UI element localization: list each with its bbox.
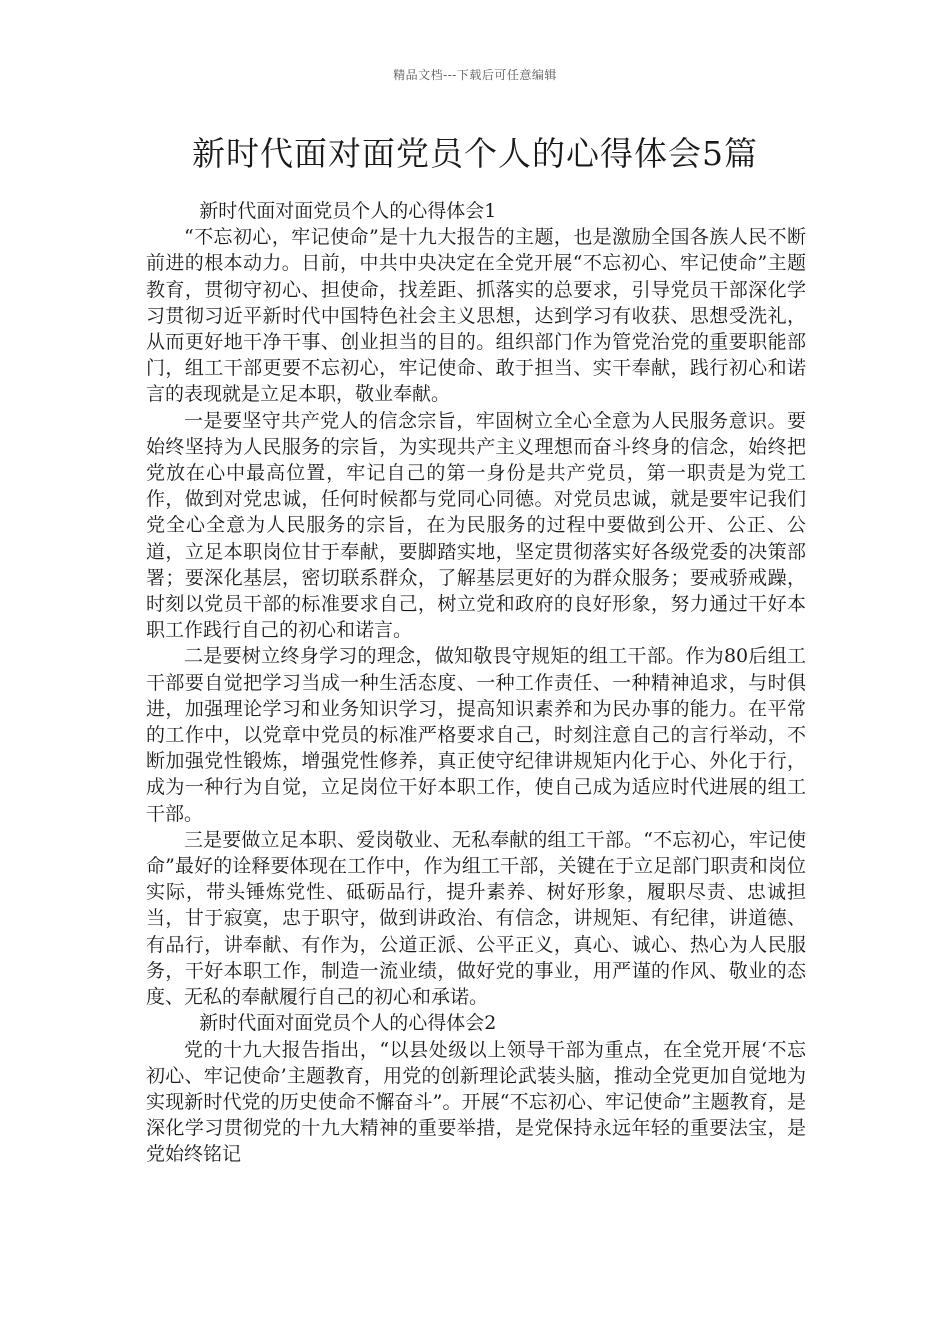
header-note: 精品文档---下载后可任意编辑 [393,68,557,82]
section-heading-1: 新时代面对面党员个人的心得体会1 [199,200,497,222]
body-paragraph: 三是要做立足本职、爱岗敬业、无私奉献的组工干部。“不忘初心，牢记使命”最好的诠释要体现在工作中，作为组工干部，关键在于立足部门职责和岗位实际，带头锤炼党性、砥砺品行，提升素养、树好形象，履职尽责、忠诚担当，甘于寂寞，忠于职守，做到讲政治、有信念，讲规矩、有纪律，讲道德、有品行，讲奉献、有作为，公道正派、公平正义，真心、诚心、热心为人民服务，干好本职工作，制造一流业绩，做好党的事业，用严谨的作风、敬业的态度、无私的奉献履行自己的初心和承诺。 [146,828,806,1009]
body-paragraph: 党的十九大报告指出，“以县处级以上领导干部为重点，在全党开展‘不忘初心、牢记使命’主题教育，用党的创新理论武装头脑，推动全党更加自觉地为实现新时代党的历史使命不懈奋斗”。开展“不忘初心、牢记使命”主题教育，是深化学习贯彻党的十九大精神的重要举措，是党保持永远年轻的重要法宝，是党始终铭记 [146,1038,806,1166]
body-paragraph: “不忘初心，牢记使命”是十九大报告的主题，也是激励全国各族人民不断前进的根本动力。日前，中共中央决定在全党开展“不忘初心、牢记使命”主题教育，贯彻守初心、担使命，找差距、抓落实的总要求，引导党员干部深化学习贯彻习近平新时代中国特色社会主义思想，达到学习有收获、思想受洗礼，从而更好地干净干事、创业担当的目的。组织部门作为管党治党的重要职能部门，组工干部更要不忘初心，牢记使命、敢于担当、实干奉献，践行初心和诺言的表现就是立足本职，敬业奉献。 [146,226,806,406]
body-paragraph: 二是要树立终身学习的理念，做知敬畏守规矩的组工干部。作为80后组工干部要自觉把学习当成一种生活态度、一种工作责任、一种精神追求，与时俱进，加强理论学习和业务知识学习，提高知识素养和为民办事的能力。在平常的工作中，以党章中党员的标准严格要求自己，时刻注意自己的言行举动，不断加强党性锻炼，增强党性修养，真正使守纪律讲规矩内化于心、外化于行，成为一种行为自觉，立足岗位干好本职工作，使自己成为适应时代进展的组工干部。 [146,645,806,825]
body-paragraph: 一是要坚守共产党人的信念宗旨，牢固树立全心全意为人民服务意识。要始终坚持为人民服务的宗旨，为实现共产主义理想而奋斗终身的信念，始终把党放在心中最高位置，牢记自己的第一身份是共产党员，第一职责是为党工作，做到对党忠诚，任何时候都与党同心同德。对党员忠诚，就是要牢记我们党全心全意为人民服务的宗旨，在为民服务的过程中要做到公开、公正、公道，立足本职岗位甘于奉献，要脚踏实地，坚定贯彻落实好各级党委的决策部署；要深化基层，密切联系群众，了解基层更好的为群众服务；要戒骄戒躁，时刻以党员干部的标准要求自己，树立党和政府的良好形象，努力通过干好本职工作践行自己的初心和诺言。 [146,409,806,642]
section-heading-2: 新时代面对面党员个人的心得体会2 [199,1012,497,1035]
document-title: 新时代面对面党员个人的心得体会5篇 [192,134,758,173]
document-body [146,198,806,1168]
